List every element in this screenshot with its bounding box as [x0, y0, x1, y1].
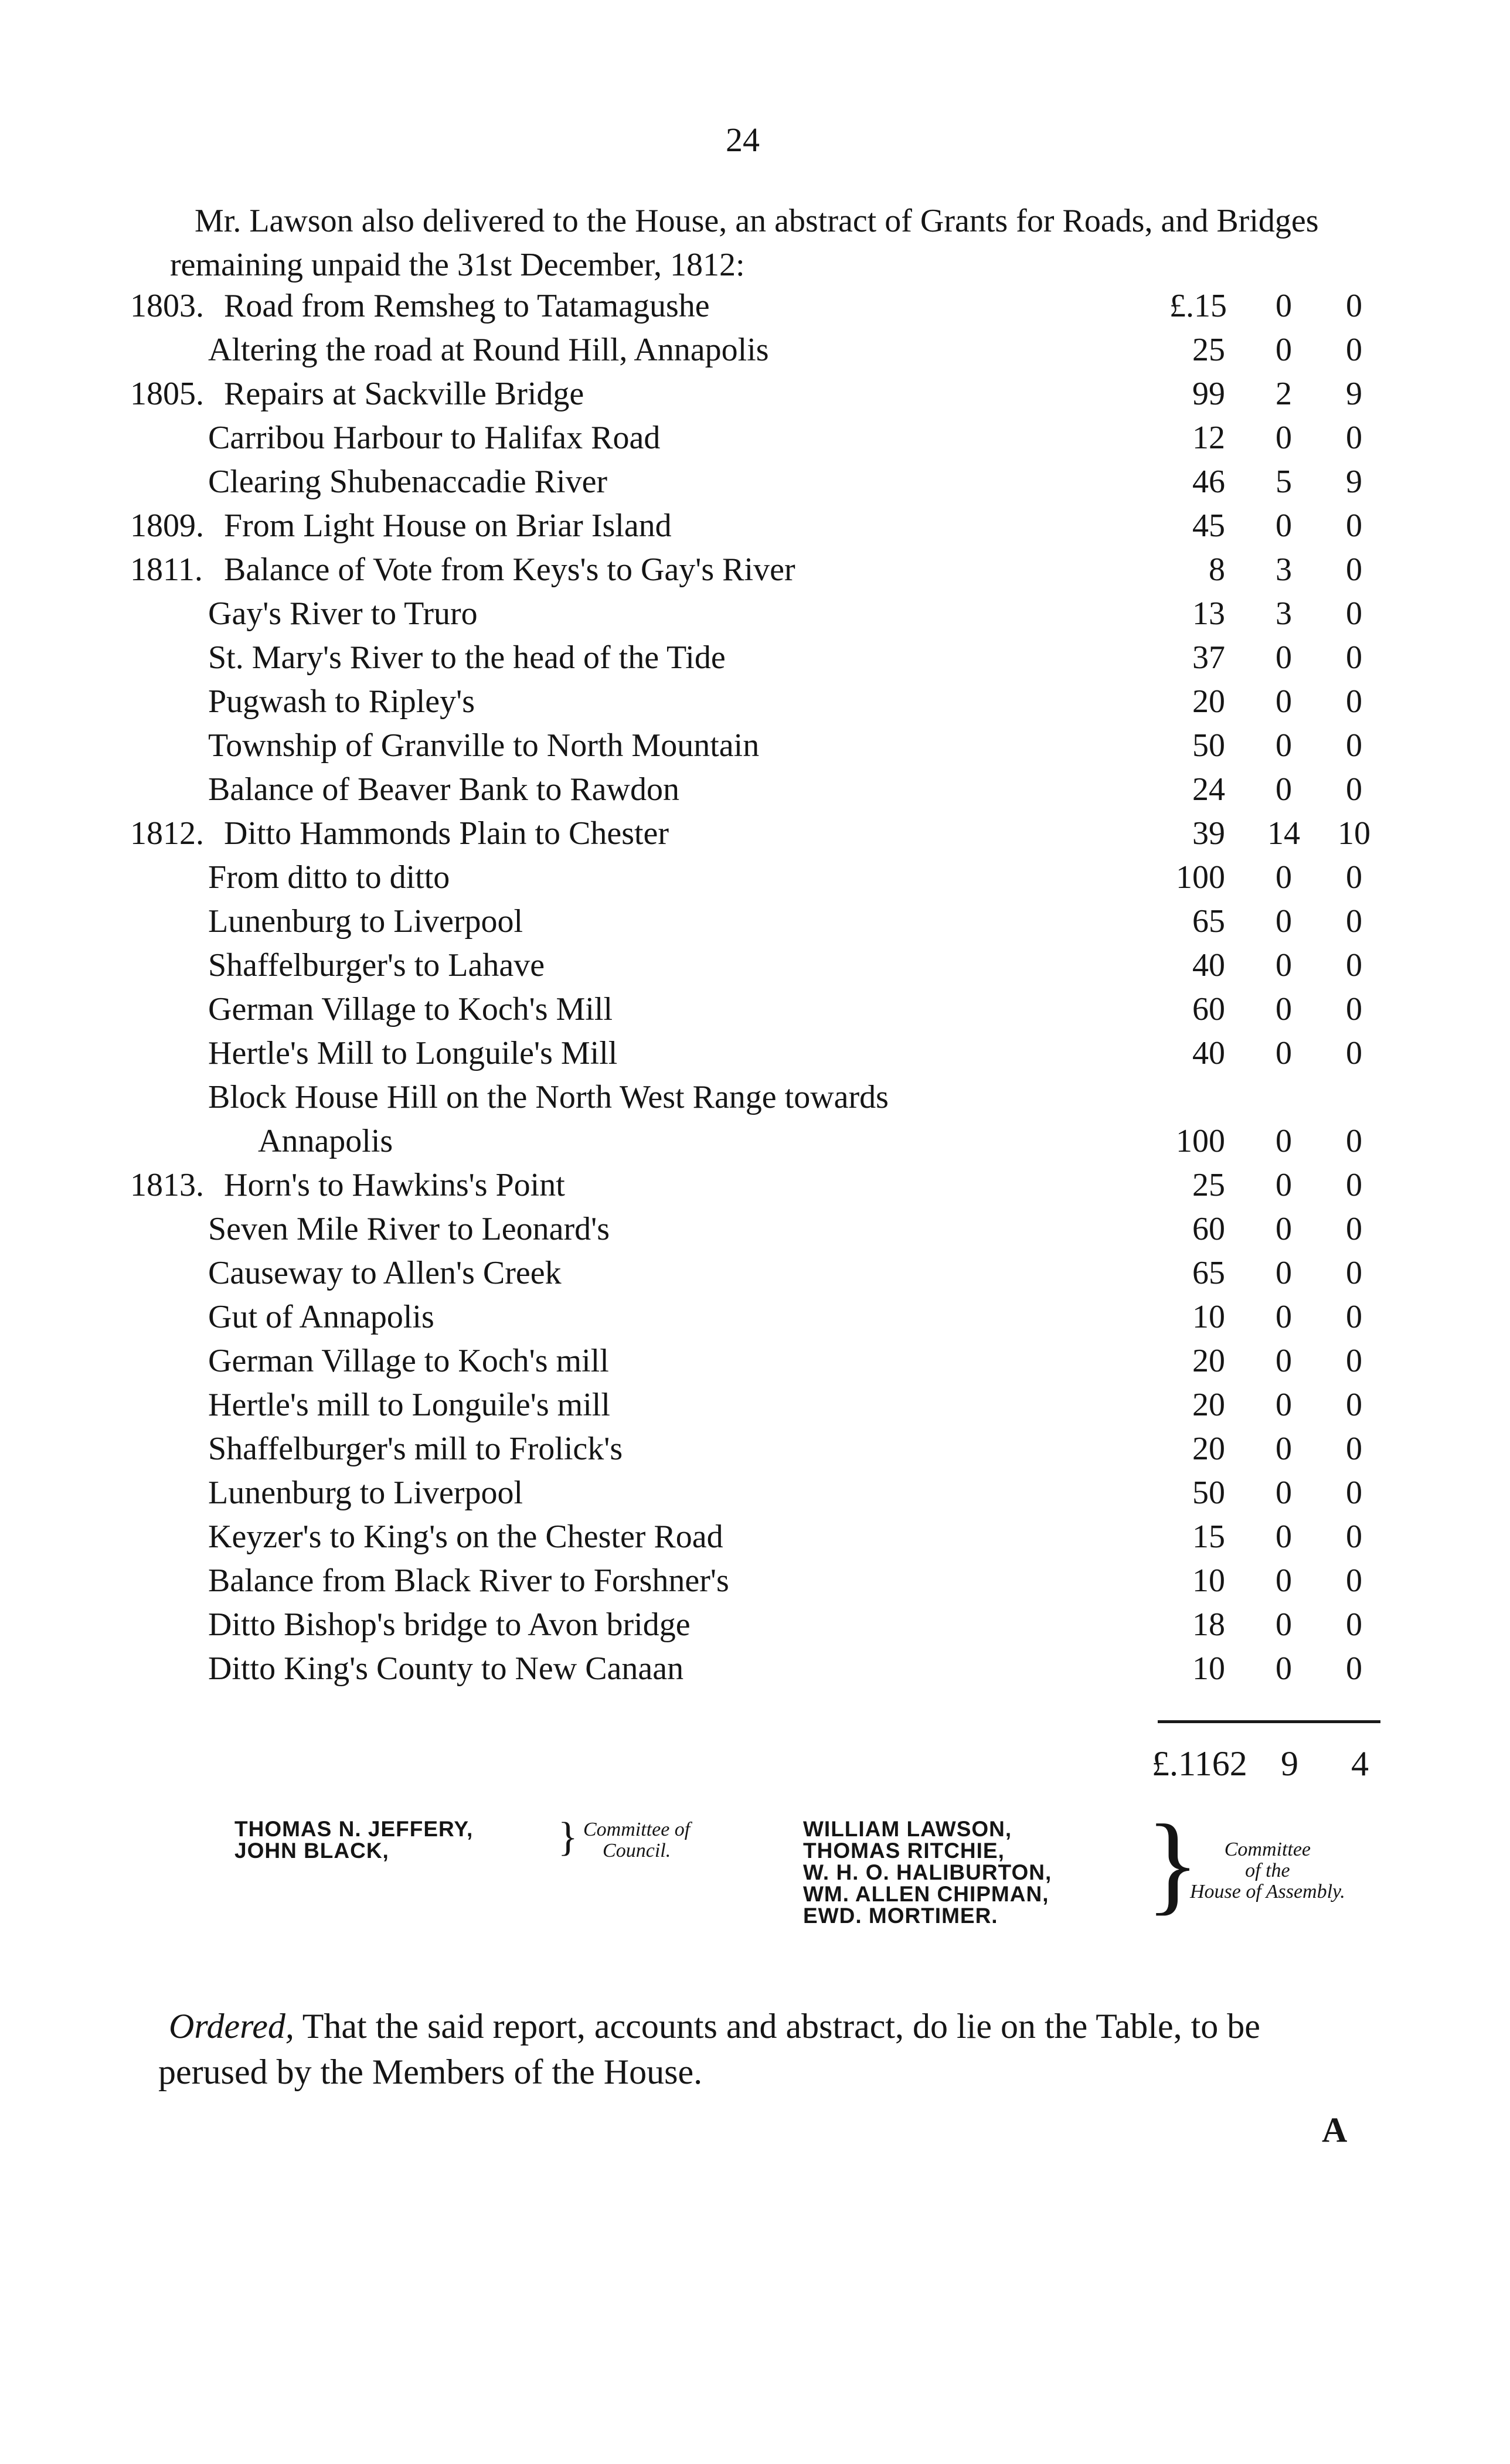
grant-description: Gut of Annapolis — [208, 1299, 434, 1335]
grant-pounds: 45 — [1192, 508, 1225, 544]
grant-pounds: 25 — [1192, 332, 1225, 368]
grant-description: German Village to Koch's mill — [208, 1343, 609, 1379]
grant-pence: 0 — [1346, 1387, 1362, 1423]
council-brace: } — [558, 1815, 578, 1860]
grant-year: 1803. — [130, 288, 204, 324]
table-row — [0, 1474, 1510, 1518]
grant-year: 1813. — [130, 1167, 204, 1203]
grant-pence: 0 — [1346, 859, 1362, 896]
grant-pence: 0 — [1346, 639, 1362, 676]
grant-pence: 0 — [1346, 727, 1362, 764]
grant-description: German Village to Koch's Mill — [208, 991, 613, 1027]
grant-shillings: 0 — [1276, 420, 1292, 456]
grant-description: From Light House on Briar Island — [224, 508, 672, 544]
grant-description: Hertle's mill to Longuile's mill — [208, 1387, 610, 1423]
table-row — [0, 507, 1510, 551]
table-row — [0, 1562, 1510, 1606]
grant-pounds: 40 — [1192, 1035, 1225, 1071]
grant-description: Road from Remsheg to Tatamagushe — [224, 288, 710, 324]
signatory-name: EWD. MORTIMER. — [803, 1904, 998, 1928]
grant-pence: 0 — [1346, 332, 1362, 368]
grant-pence: 0 — [1346, 1211, 1362, 1247]
grant-pence: 0 — [1346, 1563, 1362, 1599]
table-row — [0, 463, 1510, 507]
grant-shillings: 0 — [1276, 288, 1292, 324]
grant-pence: 0 — [1346, 1255, 1362, 1291]
grant-description: Balance of Vote from Keys's to Gay's River — [224, 552, 795, 588]
grant-shillings: 0 — [1276, 1475, 1292, 1511]
grant-description: St. Mary's River to the head of the Tide — [208, 639, 726, 676]
grant-description: Balance from Black River to Forshner's — [208, 1563, 729, 1599]
grant-pence: 0 — [1346, 1607, 1362, 1643]
grant-pounds: £.15 — [1169, 288, 1227, 324]
grant-pounds: 13 — [1192, 595, 1225, 632]
table-row — [0, 991, 1510, 1034]
table-row — [0, 375, 1510, 419]
grant-description: Horn's to Hawkins's Point — [224, 1167, 565, 1203]
grant-pence: 0 — [1346, 1123, 1362, 1159]
grant-pounds: 15 — [1192, 1519, 1225, 1555]
signatory-name: W. H. O. HALIBURTON, — [803, 1860, 1052, 1884]
grant-pence: 0 — [1346, 1431, 1362, 1467]
grant-pounds: 60 — [1192, 991, 1225, 1027]
table-row — [0, 639, 1510, 683]
grant-shillings: 0 — [1276, 683, 1292, 720]
grant-shillings: 0 — [1276, 1255, 1292, 1291]
grant-description: Clearing Shubenaccadie River — [208, 464, 608, 500]
grant-pounds: 18 — [1192, 1607, 1225, 1643]
grant-shillings: 0 — [1276, 1167, 1292, 1203]
grant-pounds: 60 — [1192, 1211, 1225, 1247]
grant-year: 1809. — [130, 508, 204, 544]
grant-description: Gay's River to Truro — [208, 595, 478, 632]
grant-description: Block House Hill on the North West Range towards — [208, 1079, 889, 1115]
council-committee-label: Committee of Council. — [583, 1819, 691, 1861]
grant-pence: 0 — [1346, 1343, 1362, 1379]
grant-pence: 0 — [1346, 771, 1362, 808]
signature-mark: A — [1322, 2111, 1348, 2149]
grant-pounds: 8 — [1209, 552, 1225, 588]
grant-description: Carribou Harbour to Halifax Road — [208, 420, 661, 456]
total-pounds: £.1162 — [1152, 1744, 1247, 1783]
grant-pounds: 40 — [1192, 947, 1225, 983]
grant-pence: 0 — [1346, 1519, 1362, 1555]
table-row — [0, 1606, 1510, 1650]
grant-pounds: 20 — [1192, 1343, 1225, 1379]
grant-shillings: 0 — [1276, 1299, 1292, 1335]
grant-pence: 0 — [1346, 991, 1362, 1027]
grant-description: Ditto Bishop's bridge to Avon bridge — [208, 1607, 691, 1643]
grant-pence: 10 — [1338, 815, 1370, 852]
grant-shillings: 0 — [1276, 332, 1292, 368]
table-row — [0, 1298, 1510, 1342]
signatory-name: WM. ALLEN CHIPMAN, — [803, 1882, 1049, 1906]
council-signatories — [234, 1818, 473, 1861]
grant-shillings: 0 — [1276, 1650, 1292, 1687]
table-row — [0, 683, 1510, 727]
grant-description: Ditto Hammonds Plain to Chester — [224, 815, 669, 852]
grant-shillings: 0 — [1276, 1343, 1292, 1379]
grant-description: Shaffelburger's mill to Frolick's — [208, 1431, 623, 1467]
grant-pounds: 50 — [1192, 727, 1225, 764]
table-row — [0, 595, 1510, 639]
signatory-name: THOMAS RITCHIE, — [803, 1839, 1005, 1863]
grant-shillings: 0 — [1276, 771, 1292, 808]
table-row — [0, 1078, 1510, 1122]
table-row — [0, 551, 1510, 595]
grant-shillings: 3 — [1276, 595, 1292, 632]
grant-pence: 0 — [1346, 552, 1362, 588]
grant-shillings: 0 — [1276, 1563, 1292, 1599]
grant-pence: 0 — [1346, 947, 1362, 983]
grant-pence: 0 — [1346, 420, 1362, 456]
grant-pounds: 65 — [1192, 1255, 1225, 1291]
grant-description: Ditto King's County to New Canaan — [208, 1650, 684, 1687]
grant-shillings: 0 — [1276, 1211, 1292, 1247]
table-row — [0, 947, 1510, 991]
signatory-name: WILLIAM LAWSON, — [803, 1817, 1012, 1841]
grant-pounds: 20 — [1192, 1387, 1225, 1423]
grant-description: Keyzer's to King's on the Chester Road — [208, 1519, 723, 1555]
grant-description: Seven Mile River to Leonard's — [208, 1211, 610, 1247]
grant-pence: 9 — [1346, 464, 1362, 500]
ordered-text: That the said report, accounts and abstract, do lie on the Table, to be perused by the Members of the House. — [158, 2007, 1260, 2091]
grant-description: Causeway to Allen's Creek — [208, 1255, 562, 1291]
grant-year: 1805. — [130, 376, 204, 412]
grant-pence: 0 — [1346, 1299, 1362, 1335]
grant-pounds: 24 — [1192, 771, 1225, 808]
total-pence: 4 — [1351, 1744, 1369, 1783]
grant-pence: 0 — [1346, 1650, 1362, 1687]
grant-pounds: 12 — [1192, 420, 1225, 456]
grant-pounds: 20 — [1192, 683, 1225, 720]
grant-pounds: 100 — [1176, 859, 1225, 896]
grant-year: 1812. — [130, 815, 204, 852]
ordered-word: Ordered, — [169, 2007, 294, 2046]
grant-shillings: 0 — [1276, 991, 1292, 1027]
grant-pounds: 10 — [1192, 1299, 1225, 1335]
grant-shillings: 0 — [1276, 1431, 1292, 1467]
grant-description: Hertle's Mill to Longuile's Mill — [208, 1035, 618, 1071]
table-row — [0, 287, 1510, 331]
grant-shillings: 0 — [1276, 1519, 1292, 1555]
grant-pounds: 100 — [1176, 1123, 1225, 1159]
grant-description: Altering the road at Round Hill, Annapolis — [208, 332, 769, 368]
grant-pence: 0 — [1346, 1475, 1362, 1511]
table-row — [0, 331, 1510, 375]
table-row — [0, 727, 1510, 771]
table-row — [0, 903, 1510, 947]
table-row — [0, 419, 1510, 463]
grant-description: Township of Granville to North Mountain — [208, 727, 760, 764]
grant-pounds: 37 — [1192, 639, 1225, 676]
grant-shillings: 0 — [1276, 903, 1292, 940]
table-row — [0, 1518, 1510, 1562]
assembly-committee-label: Committee of the House of Assembly. — [1190, 1839, 1345, 1903]
grant-description: Shaffelburger's to Lahave — [208, 947, 545, 983]
grant-description: Annapolis — [258, 1123, 393, 1159]
grant-year: 1811. — [130, 552, 203, 588]
grant-pounds: 20 — [1192, 1431, 1225, 1467]
grant-shillings: 14 — [1267, 815, 1300, 852]
total-shillings: 9 — [1281, 1744, 1298, 1783]
grant-shillings: 0 — [1276, 639, 1292, 676]
table-row — [0, 1034, 1510, 1078]
grant-pounds: 10 — [1192, 1563, 1225, 1599]
table-row — [0, 1210, 1510, 1254]
grant-shillings: 0 — [1276, 1123, 1292, 1159]
grant-shillings: 0 — [1276, 1607, 1292, 1643]
intro-paragraph: Mr. Lawson also delivered to the House, an abstract of Grants for Roads, and Bridges remaining unpaid the 31st December, 1812: — [170, 203, 1319, 283]
signatory-name: JOHN BLACK, — [234, 1839, 389, 1863]
grant-description: Repairs at Sackville Bridge — [224, 376, 584, 412]
grant-pence: 0 — [1346, 508, 1362, 544]
grant-shillings: 0 — [1276, 947, 1292, 983]
grant-shillings: 0 — [1276, 1035, 1292, 1071]
grant-pounds: 46 — [1192, 464, 1225, 500]
grant-shillings: 0 — [1276, 508, 1292, 544]
grants-table — [0, 287, 1510, 1694]
grant-pounds: 65 — [1192, 903, 1225, 940]
grant-shillings: 2 — [1276, 376, 1292, 412]
grant-shillings: 5 — [1276, 464, 1292, 500]
table-row — [0, 1122, 1510, 1166]
table-row — [0, 1342, 1510, 1386]
table-row — [0, 771, 1510, 815]
grant-pence: 0 — [1346, 903, 1362, 940]
assembly-brace: } — [1146, 1802, 1200, 1925]
assembly-signatories — [803, 1818, 1052, 1927]
grant-pence: 0 — [1346, 1167, 1362, 1203]
grant-pence: 0 — [1346, 288, 1362, 324]
page-number: 24 — [726, 121, 760, 159]
grant-pence: 0 — [1346, 595, 1362, 632]
ordered-paragraph — [158, 2003, 1378, 2095]
grant-shillings: 0 — [1276, 859, 1292, 896]
grant-pounds: 10 — [1192, 1650, 1225, 1687]
table-row — [0, 1430, 1510, 1474]
grant-pounds: 39 — [1192, 815, 1225, 852]
table-row — [0, 815, 1510, 859]
grant-description: Lunenburg to Liverpool — [208, 903, 523, 940]
grant-description: Lunenburg to Liverpool — [208, 1475, 523, 1511]
table-row — [0, 1166, 1510, 1210]
grant-pounds: 99 — [1192, 376, 1225, 412]
grant-pence: 0 — [1346, 1035, 1362, 1071]
grant-shillings: 3 — [1276, 552, 1292, 588]
grant-pounds: 50 — [1192, 1475, 1225, 1511]
table-row — [0, 1254, 1510, 1298]
table-row — [0, 1386, 1510, 1430]
grant-pounds: 25 — [1192, 1167, 1225, 1203]
grant-description: From ditto to ditto — [208, 859, 450, 896]
table-row — [0, 1650, 1510, 1694]
grant-shillings: 0 — [1276, 727, 1292, 764]
grant-description: Balance of Beaver Bank to Rawdon — [208, 771, 679, 808]
grant-description: Pugwash to Ripley's — [208, 683, 475, 720]
table-row — [0, 859, 1510, 903]
grant-pence: 9 — [1346, 376, 1362, 412]
signatory-name: THOMAS N. JEFFERY, — [234, 1817, 474, 1841]
grant-pence: 0 — [1346, 683, 1362, 720]
grant-shillings: 0 — [1276, 1387, 1292, 1423]
total-rule — [1158, 1720, 1380, 1723]
